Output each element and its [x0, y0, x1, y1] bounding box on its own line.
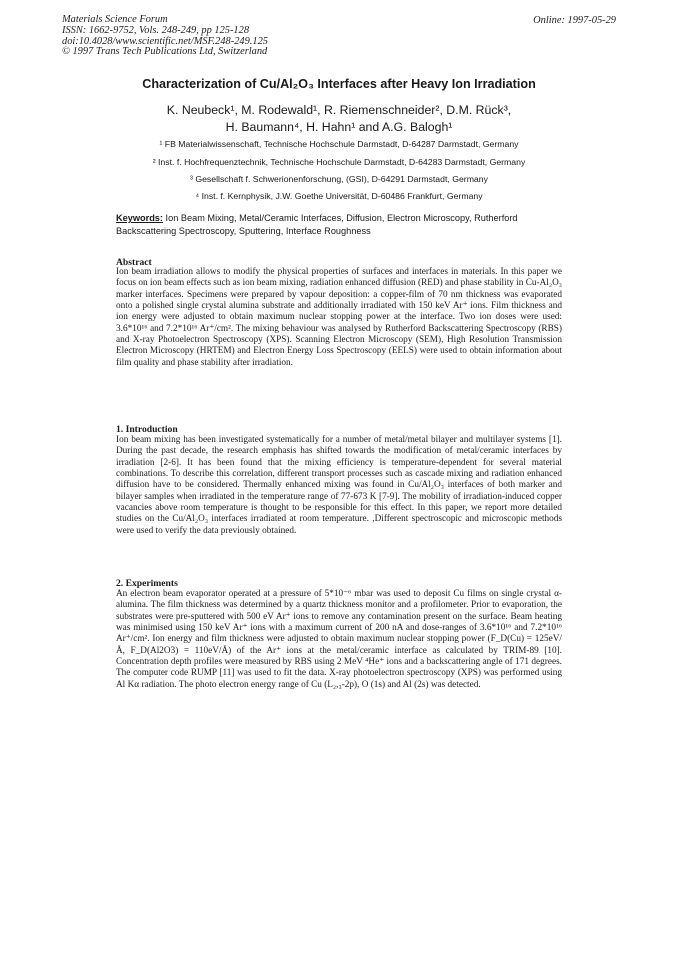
authors-line-2: H. Baumann⁴, H. Hahn¹ and A.G. Balogh¹: [225, 120, 453, 134]
affiliation-2: ² Inst. f. Hochfrequenztechnik, Technische Hochschule Darmstadt, D-64283 Darmstadt, Germany: [152, 157, 526, 167]
online-date: Online: 1997-05-29: [533, 15, 616, 26]
journal-header: [62, 15, 268, 58]
experiments-heading: 2. Experiments: [116, 578, 178, 589]
introduction-heading: 1. Introduction: [116, 424, 178, 435]
abstract-text: Ion beam irradiation allows to modify the physical properties of surfaces and interfaces in materials. In this paper we focus on ion beam effects such as ion beam mixing, radiation enhanced diffusion (RED) and phase stability in Cu-Al₂O₃ marker interfaces. Specimens were prepared by vapour deposition: a copper-film of 70 nm thickness was evaporated onto a polished single crystal alumina substrate and additionally irradiated with 150 keV Ar⁺ ions. Film thickness and ion energy were adjusted to obtain maximum nuclear stopping power at the interface. Two ion doses were used: 3.6*10¹⁶ and 7.2*10¹⁶ Ar⁺/cm². The mixing behaviour was analysed by Rutherford Backscattering Spectroscopy (RBS) and X-ray Photoelectron Spectroscopy (XPS). Scanning Electron Microscopy (SEM), High Resolution Transmission Electron Microscopy (HRTEM) and Electron Energy Loss Spectroscopy (EELS) were used to obtain information about film quality and phase stability after irradiation.: [116, 267, 562, 368]
journal-name: Materials Science Forum: [62, 14, 168, 25]
affiliation-1: ¹ FB Materialwissenschaft, Technische Hochschule Darmstadt, D-64287 Darmstadt, Germany: [159, 139, 519, 149]
experiments-text: An electron beam evaporator operated at a pressure of 5*10⁻⁶ mbar was used to deposit Cu films on single crystal α-alumina. The film thickness was determined by a quartz thickness monitor and a profilometer. Prior to evaporation, the substrates were pre-sputtered with 500 eV Ar⁺ ions to remove any contamination present on the surface. Beam heating was minimised using 150 keV Ar⁺ ions with a maximum current of 200 nA and dose-ranges of 3.6*10¹⁶ and 7.2*10¹⁶ Ar⁺/cm². Ion energy and film thickness were adjusted to obtain maximum nuclear stopping power (F_D(Cu) = 125eV/Å, F_D(Al2O3) = 110eV/Å) of the Ar⁺ ions at the metal/ceramic interface as calculated by TRIM-89 [10]. Concentration depth profiles were measured by RBS using 2 MeV ⁴He⁺ ions and a backscattering angle of 171 degrees. The computer code RUMP [11] was used to fit the data. X-ray photoelectron spectroscopy (XPS) was performed using Al Kα radiation. The photo electron energy range of Cu (L₂,₃-2p), O (1s) and Al (2s) was detected.: [116, 589, 562, 690]
copyright-line: © 1997 Trans Tech Publications Ltd, Switzerland: [62, 46, 268, 58]
paper-title: Characterization of Cu/Al₂O₃ Interfaces after Heavy Ion Irradiation: [142, 77, 536, 91]
introduction-text: Ion beam mixing has been investigated systematically for a number of metal/metal bilayer and multilayer systems [1]. During the past decade, the research emphasis has shifted towards the modification of metal/ceramic interfaces by irradiation [2-6]. It has been found that the mixing efficiency is temperature-dependent for several material combinations. To describe this correlation, different transport processes such as cascade mixing and radiation enhanced diffusion have to be considered. Thermally enhanced mixing was found in Cu/Al₂O₃ interfaces of both marker and bilayer samples when irradiated in the temperature range of 77-673 K [7-9]. The mobility of irradiation-induced copper vacancies above room temperature is thought to be responsible for this effect. In this paper, we report more detailed studies on the Cu/Al₂O₃ interfaces irradiated at room temperature. ,Different spectroscopic and microscopic methods were used to verify the data previously obtained.: [116, 435, 562, 536]
doi-line: doi:10.4028/www.scientific.net/MSF.248-249.125: [62, 35, 268, 47]
keywords-text: Ion Beam Mixing, Metal/Ceramic Interfaces, Diffusion, Electron Microscopy, Rutherford Backscattering Spectroscopy, Sputtering, Interface Roughness: [116, 213, 518, 236]
keywords-block: [116, 212, 568, 238]
keywords-label: Keywords:: [116, 213, 163, 223]
affiliation-3: ³ Gesellschaft f. Schwerionenforschung, (GSI), D-64291 Darmstadt, Germany: [190, 174, 488, 184]
abstract-heading: Abstract: [116, 257, 152, 268]
affiliation-4: ⁴ Inst. f. Kernphysik, J.W. Goethe Universität, D-60486 Frankfurt, Germany: [195, 191, 483, 201]
issn-line: ISSN: 1662-9752, Vols. 248-249, pp 125-128: [62, 24, 250, 36]
author-list: [0, 102, 678, 136]
authors-line-1: K. Neubeck¹, M. Rodewald¹, R. Riemenschneider², D.M. Rück³,: [166, 103, 512, 117]
